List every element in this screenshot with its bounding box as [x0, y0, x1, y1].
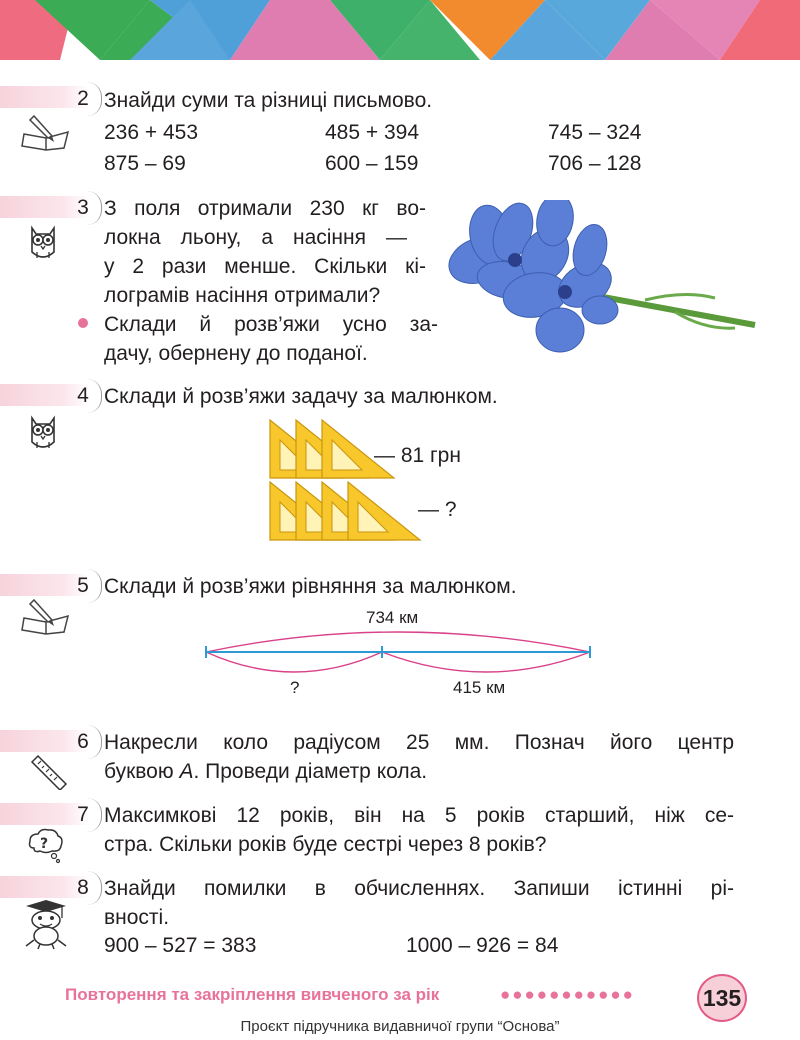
task-7-line-1: Максимкові 12 років, він на 5 років старший, ніж се-	[104, 804, 734, 827]
task-2-example-5: 600 – 159	[325, 152, 419, 175]
segment-unknown-label: ?	[290, 678, 300, 697]
footer-dots: ●●●●●●●●●●●	[500, 985, 635, 1004]
task-7-number: 7	[68, 798, 98, 832]
ruler-icon	[28, 754, 68, 790]
task-2-example-6: 706 – 128	[548, 152, 642, 175]
segment-part-label: 415 км	[453, 678, 506, 697]
write-notebook-icon	[20, 596, 72, 636]
task-2-text: Знайди суми та різниці письмово.	[104, 89, 433, 112]
svg-text:?: ?	[40, 836, 49, 852]
owl-icon	[26, 412, 60, 452]
task-4-number: 4	[68, 379, 98, 413]
footer-section-title: Повторення та закріплення вивченого за рік	[65, 985, 440, 1004]
task-3-line-2: локна льону, а насіння —	[104, 226, 407, 249]
task-6-line-1: Накресли коло радіусом 25 мм. Познач його центр	[104, 731, 734, 754]
thinking-cloud-icon	[26, 826, 66, 864]
segment-diagram	[200, 626, 600, 686]
task-3-line-4: лограмів насіння отримали?	[104, 284, 381, 307]
task-6-line-2-suffix: . Проведи діаметр кола.	[193, 760, 428, 783]
set-squares-image	[268, 418, 428, 542]
top-banner	[0, 0, 800, 60]
publisher-credit: Проєкт підручника видавничої групи “Основа”	[240, 1018, 560, 1035]
bullet-dot	[78, 318, 88, 328]
task-6-line-2	[104, 757, 427, 786]
task-3-number: 3	[68, 191, 98, 225]
task-8-line-2: вності.	[104, 906, 170, 929]
task-3-line-1: З поля отримали 230 кг во-	[104, 197, 426, 220]
flax-flower-image	[445, 200, 765, 360]
task-8-line-1: Знайди помилки в обчисленнях. Запиши істинні рі-	[104, 877, 734, 900]
frog-graduate-icon	[16, 896, 72, 950]
task-2-example-1: 236 + 453	[104, 121, 199, 144]
task-4-label-top: — 81 грн	[374, 444, 461, 467]
task-8-number: 8	[68, 871, 98, 905]
task-6-number: 6	[68, 725, 98, 759]
task-4-text: Склади й розв’яжи задачу за малюнком.	[104, 385, 498, 408]
task-7-line-2: стра. Скільки років буде сестрі через 8 років?	[104, 833, 547, 856]
task-4-label-bottom: — ?	[418, 498, 457, 521]
owl-icon	[26, 222, 60, 262]
task-5-number: 5	[68, 569, 98, 603]
task-2-example-3: 745 – 324	[548, 121, 642, 144]
task-2-example-4: 875 – 69	[104, 152, 186, 175]
task-2-number: 2	[68, 82, 98, 116]
page-number: 135	[697, 974, 747, 1022]
segment-total-label: 734 км	[366, 608, 419, 627]
write-notebook-icon	[20, 112, 72, 152]
task-3-extra-line-1: Склади й розв’яжи усно за-	[104, 313, 438, 336]
task-8-example-2: 1000 – 926 = 84	[406, 934, 559, 957]
task-6-letter: А	[179, 760, 194, 783]
task-6-line-2-prefix: буквою	[104, 760, 180, 783]
task-8-example-1: 900 – 527 = 383	[104, 934, 257, 957]
task-3-line-3: у 2 рази менше. Скільки кі-	[104, 255, 426, 278]
task-5-text: Склади й розв’яжи рівняння за малюнком.	[104, 575, 517, 598]
task-2-example-2: 485 + 394	[325, 121, 420, 144]
task-3-extra-line-2: дачу, обернену до поданої.	[104, 342, 368, 365]
